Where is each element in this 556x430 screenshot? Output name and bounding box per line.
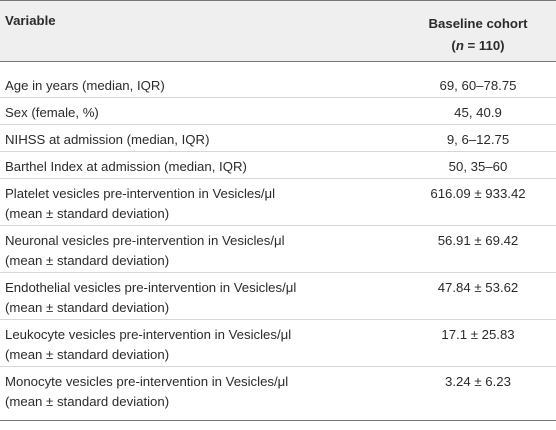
- table-row-nihss: [0, 125, 556, 152]
- row-value: 3.24 ± 6.23: [445, 374, 511, 389]
- row-label: [5, 278, 296, 318]
- row-label: [5, 157, 247, 177]
- row-label-line1: Monocyte vesicles pre-intervention in Vesicles/μl: [5, 374, 289, 389]
- table-row-sex: [0, 98, 556, 125]
- row-value: 47.84 ± 53.62: [437, 280, 519, 295]
- row-label: [5, 231, 285, 271]
- row-label-line1: Endothelial vesicles pre-intervention in Vesicles/μl: [5, 280, 297, 295]
- row-label-line2: (mean ± standard deviation): [5, 253, 170, 268]
- row-label: [5, 372, 288, 412]
- table-row-barthel: [0, 152, 556, 179]
- row-value: 616.09 ± 933.42: [430, 186, 526, 201]
- row-label-line1: Neuronal vesicles pre-intervention in Vesicles/μl: [5, 233, 285, 248]
- row-label-line1: Leukocyte vesicles pre-intervention in Vesicles/μl: [5, 327, 292, 342]
- row-label-line2: (mean ± standard deviation): [5, 347, 170, 362]
- row-label-line2: (mean ± standard deviation): [5, 206, 170, 221]
- header-cohort-title: Baseline cohort: [428, 16, 528, 31]
- table-row-age: [0, 71, 556, 98]
- row-label: [5, 76, 165, 96]
- table-body: [0, 71, 556, 414]
- table-row-neuronal: [0, 226, 556, 273]
- row-value: 56.91 ± 69.42: [437, 233, 519, 248]
- row-value: 45, 40.9: [454, 105, 502, 120]
- row-label: [5, 325, 291, 365]
- row-label-line1: NIHSS at admission (median, IQR): [5, 132, 210, 147]
- table-header: [0, 0, 556, 62]
- row-value: 9, 6–12.75: [446, 132, 510, 147]
- row-label-line1: Barthel Index at admission (median, IQR): [5, 159, 247, 174]
- row-value: 69, 60–78.75: [439, 78, 517, 93]
- header-cohort-open: (: [451, 38, 456, 53]
- header-cohort-n-symbol: n: [455, 38, 464, 53]
- row-label-line2: (mean ± standard deviation): [5, 300, 170, 315]
- header-baseline-cohort: [408, 13, 548, 57]
- row-label-line1: Sex (female, %): [5, 105, 99, 120]
- row-label-line1: Age in years (median, IQR): [5, 78, 165, 93]
- table-bottom-rule: [0, 420, 556, 421]
- header-cohort-n: [408, 35, 548, 57]
- table-row-leukocyte: [0, 320, 556, 367]
- row-value: 17.1 ± 25.83: [441, 327, 515, 342]
- table-row-endothelial: [0, 273, 556, 320]
- header-cohort-n-value: = 110): [463, 38, 505, 53]
- row-label: [5, 130, 209, 150]
- row-label-line2: (mean ± standard deviation): [5, 394, 170, 409]
- row-value: 50, 35–60: [448, 159, 508, 174]
- table-row-monocyte: [0, 367, 556, 414]
- row-label: [5, 103, 99, 123]
- row-label: [5, 184, 275, 224]
- header-variable: Variable: [5, 13, 56, 28]
- row-label-line1: Platelet vesicles pre-intervention in Vesicles/μl: [5, 186, 276, 201]
- table-row-platelet: [0, 179, 556, 226]
